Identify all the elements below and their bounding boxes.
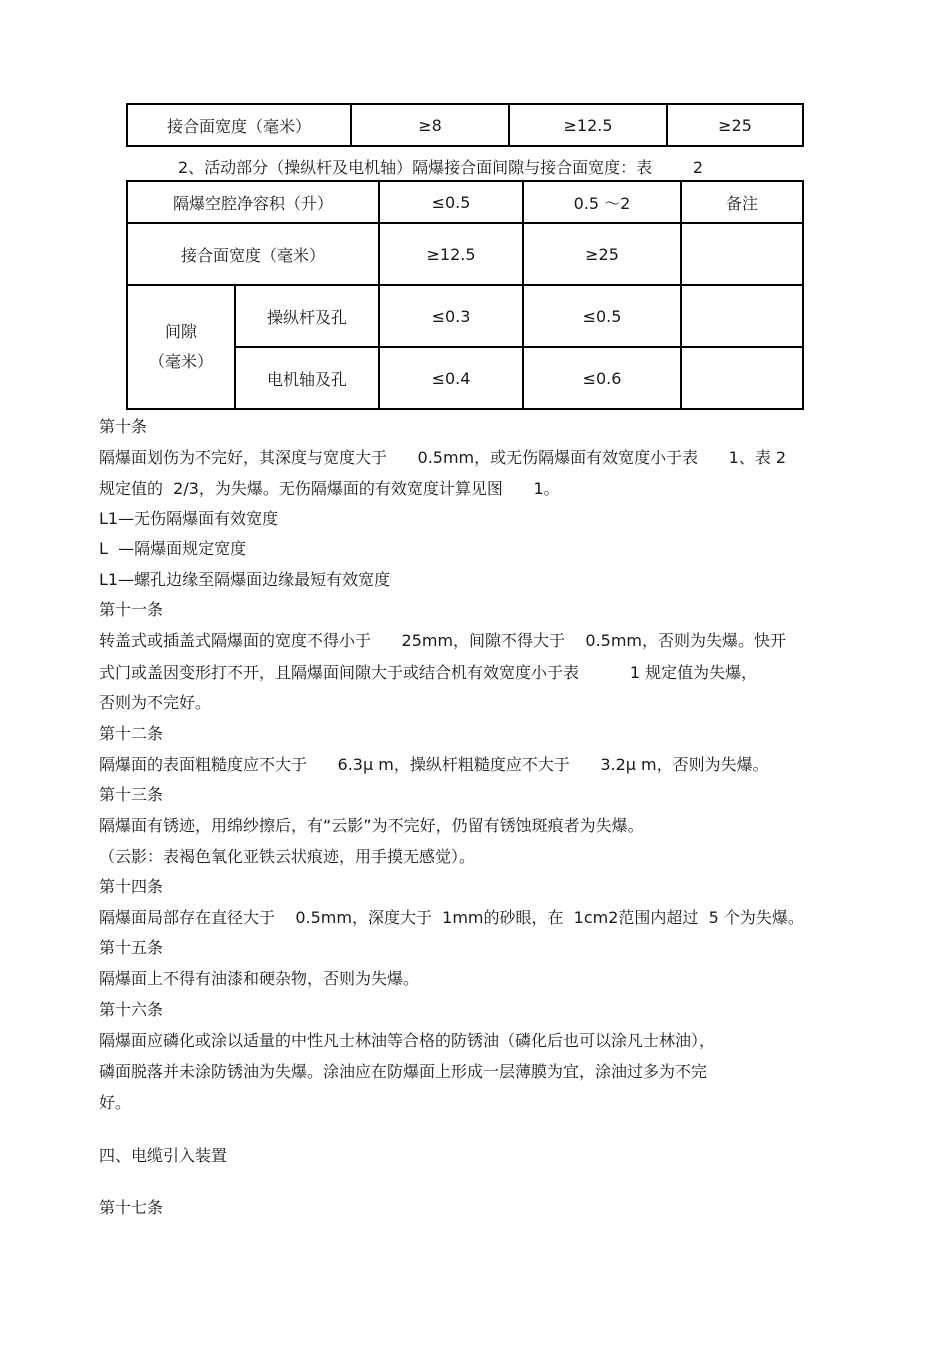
- table-1: [126, 103, 804, 147]
- article-heading: 第十一条: [99, 600, 164, 619]
- paragraph-line: 转盖式或插盖式隔爆面的宽度不得小于 25mm，间隙不得大于 0.5mm，否则为失爆。快开: [99, 631, 787, 650]
- table-2: [126, 180, 804, 410]
- table-cell: 电机轴及孔: [235, 347, 379, 409]
- table-header-cell: ≤0.5: [379, 181, 523, 223]
- table-cell: 接合面宽度（毫米）: [127, 223, 379, 285]
- paragraph-line: （云影：表褐色氧化亚铁云状痕迹，用手摸无感觉）。: [99, 847, 476, 866]
- table-cell: ≤0.4: [379, 347, 523, 409]
- paragraph-line: 隔爆面上不得有油漆和硬杂物，否则为失爆。: [99, 969, 420, 988]
- table-header-cell: 备注: [681, 181, 803, 223]
- paragraph-line: 否则为不完好。: [99, 693, 212, 712]
- table-row: [127, 285, 803, 347]
- table-cell: ≤0.3: [379, 285, 523, 347]
- paragraph-line: 磷面脱落并未涂防锈油为失爆。涂油应在防爆面上形成一层薄膜为宜，涂油过多为不完: [99, 1062, 708, 1081]
- paragraph-line: 式门或盖因变形打不开，且隔爆面间隙大于或结合机有效宽度小于表 1 规定值为失爆，: [99, 663, 758, 682]
- paragraph-line: L —隔爆面规定宽度: [99, 539, 247, 558]
- article-heading: 第十五条: [99, 938, 164, 957]
- table-cell: 操纵杆及孔: [235, 285, 379, 347]
- table-row: [127, 104, 803, 146]
- table-cell: [681, 285, 803, 347]
- table-2-caption: 2、活动部分（操纵杆及电机轴）隔爆接合面间隙与接合面宽度：表 2: [178, 158, 704, 177]
- table-cell: ≤0.6: [523, 347, 681, 409]
- article-heading: 第十二条: [99, 724, 164, 743]
- article-heading: 第十七条: [99, 1198, 164, 1217]
- table-header-cell: 隔爆空腔净容积（升）: [127, 181, 379, 223]
- article-heading: 第十四条: [99, 877, 164, 896]
- paragraph-line: 隔爆面局部存在直径大于 0.5mm，深度大于 1mm的砂眼，在 1cm2范围内超过 5 个为失爆。: [99, 908, 804, 927]
- paragraph-line: 规定值的 2/3，为失爆。无伤隔爆面的有效宽度计算见图 1。: [99, 479, 560, 498]
- table-cell: 接合面宽度（毫米）: [127, 104, 351, 146]
- table-header-cell: 0.5 ～2: [523, 181, 681, 223]
- table-cell: [681, 223, 803, 285]
- table-cell: ≥8: [351, 104, 509, 146]
- table-cell: ≥12.5: [379, 223, 523, 285]
- paragraph-line: 隔爆面划伤为不完好，其深度与宽度大于 0.5mm，或无伤隔爆面有效宽度小于表 1、表 2: [99, 448, 787, 467]
- table-row: [127, 181, 803, 223]
- table-cell: ≥25: [667, 104, 803, 146]
- section-heading: 四、电缆引入装置: [99, 1146, 228, 1165]
- paragraph-line: 隔爆面有锈迹，用绵纱擦后，有“云影”为不完好，仍留有锈蚀斑痕者为失爆。: [99, 816, 644, 835]
- paragraph-line: L1—无伤隔爆面有效宽度: [99, 509, 279, 528]
- table-row: [127, 223, 803, 285]
- gap-label-cell: 间隙 （毫米）: [127, 285, 235, 409]
- table-cell: ≤0.5: [523, 285, 681, 347]
- paragraph-line: L1—螺孔边缘至隔爆面边缘最短有效宽度: [99, 570, 391, 589]
- table-cell: [681, 347, 803, 409]
- article-heading: 第十条: [99, 417, 148, 436]
- table-cell: ≥25: [523, 223, 681, 285]
- article-heading: 第十三条: [99, 785, 164, 804]
- paragraph-line: 隔爆面的表面粗糙度应不大于 6.3μ m，操纵杆粗糙度应不大于 3.2μ m，否则为失爆。: [99, 755, 769, 774]
- paragraph-line: 隔爆面应磷化或涂以适量的中性凡士林油等合格的防锈油（磷化后也可以涂凡士林油），: [99, 1031, 716, 1050]
- paragraph-line: 好。: [99, 1093, 132, 1112]
- article-heading: 第十六条: [99, 1000, 164, 1019]
- table-cell: ≥12.5: [509, 104, 667, 146]
